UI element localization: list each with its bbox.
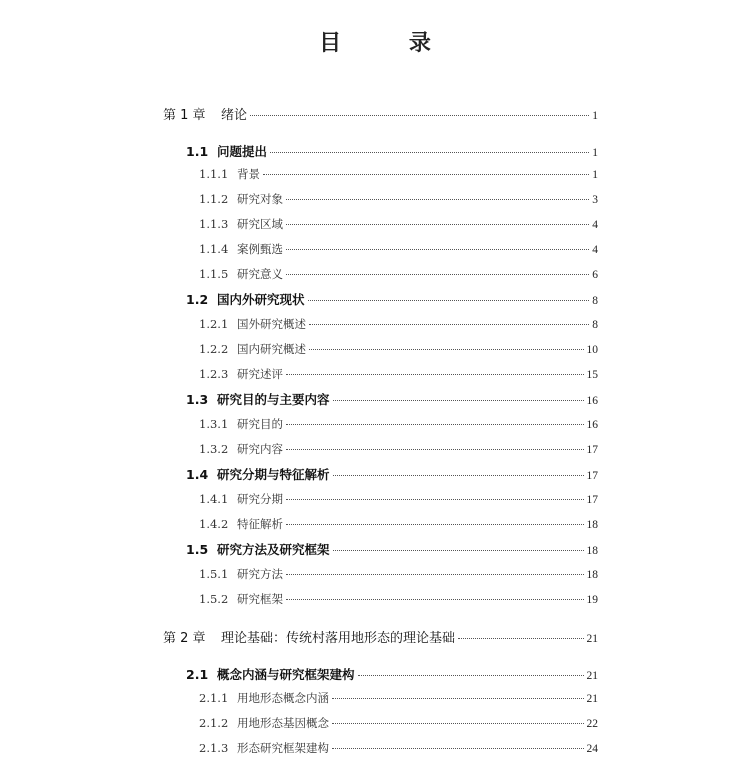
dot-leader <box>286 599 584 600</box>
section-number: 1.5 <box>186 542 209 557</box>
subsection-number: 1.1.4 <box>199 242 229 256</box>
toc-section-1-2[interactable] <box>186 290 598 308</box>
subsection-number: 1.2.2 <box>199 342 229 356</box>
subsection-number: 1.4.1 <box>199 492 229 506</box>
toc-subsection-2-1-2[interactable] <box>199 715 598 731</box>
dot-leader <box>286 499 584 500</box>
chapter-title: 理论基础：传统村落用地形态的理论基础 <box>221 631 456 646</box>
page-number: 18 <box>586 569 598 581</box>
toc-subsection-1-2-1[interactable] <box>199 316 598 332</box>
page-number: 1 <box>592 147 598 159</box>
toc-subsection-1-1-3[interactable] <box>199 216 598 232</box>
subsection-title: 国内研究概述 <box>237 342 306 356</box>
page-title: 目 录 <box>319 31 461 56</box>
subsection-title: 研究述评 <box>237 367 283 381</box>
toc-subsection-1-3-1[interactable] <box>199 416 598 432</box>
subsection-title: 研究区域 <box>237 217 283 231</box>
page-number: 22 <box>586 718 598 730</box>
section-title: 问题提出 <box>217 144 268 159</box>
toc-section-1-1[interactable] <box>186 142 598 160</box>
section-number: 1.2 <box>186 292 209 307</box>
subsection-number: 1.2.3 <box>199 367 229 381</box>
dot-leader <box>250 115 589 116</box>
dot-leader <box>332 698 584 699</box>
dot-leader <box>286 374 584 375</box>
toc-chapter-2[interactable] <box>163 627 598 646</box>
dot-leader <box>309 349 584 350</box>
dot-leader <box>358 675 584 676</box>
page-number: 17 <box>586 470 598 482</box>
section-number: 2.1 <box>186 667 209 682</box>
subsection-title: 研究目的 <box>237 417 283 431</box>
page-number: 4 <box>592 219 598 231</box>
page-number: 8 <box>592 295 598 307</box>
page-number: 19 <box>586 594 598 606</box>
dot-leader <box>286 199 589 200</box>
page-number: 6 <box>592 269 598 281</box>
section-number: 1.4 <box>186 467 209 482</box>
subsection-number: 1.1.1 <box>199 167 229 181</box>
toc-subsection-1-1-4[interactable] <box>199 241 598 257</box>
section-title: 研究分期与特征解析 <box>217 467 330 482</box>
toc-subsection-1-2-2[interactable] <box>199 341 598 357</box>
subsection-number: 1.3.2 <box>199 442 229 456</box>
subsection-title: 国外研究概述 <box>237 317 306 331</box>
page-number: 4 <box>592 244 598 256</box>
page-number: 18 <box>586 545 598 557</box>
toc-subsection-1-4-1[interactable] <box>199 491 598 507</box>
subsection-number: 1.1.3 <box>199 217 229 231</box>
dot-leader <box>270 152 589 153</box>
dot-leader <box>333 550 584 551</box>
dot-leader <box>286 574 584 575</box>
chapter-number: 第 1 章 <box>163 108 206 123</box>
subsection-number: 1.4.2 <box>199 517 229 531</box>
toc-subsection-1-4-2[interactable] <box>199 516 598 532</box>
dot-leader <box>333 400 584 401</box>
section-number: 1.1 <box>186 144 209 159</box>
dot-leader <box>286 249 589 250</box>
subsection-number: 1.2.1 <box>199 317 229 331</box>
dot-leader <box>286 424 584 425</box>
toc-subsection-2-1-1[interactable] <box>199 690 598 706</box>
subsection-title: 研究框架 <box>237 592 283 606</box>
subsection-title: 背景 <box>237 167 260 181</box>
page-number: 15 <box>586 369 598 381</box>
toc-section-1-4[interactable] <box>186 465 598 483</box>
subsection-number: 2.1.2 <box>199 716 229 730</box>
dot-leader <box>286 274 589 275</box>
section-title: 研究方法及研究框架 <box>217 542 330 557</box>
subsection-title: 特征解析 <box>237 517 283 531</box>
page-number: 18 <box>586 519 598 531</box>
subsection-number: 1.5.2 <box>199 592 229 606</box>
section-title: 国内外研究现状 <box>217 292 305 307</box>
chapter-number: 第 2 章 <box>163 631 206 646</box>
dot-leader <box>332 723 584 724</box>
dot-leader <box>286 449 584 450</box>
subsection-title: 研究分期 <box>237 492 283 506</box>
subsection-title: 研究内容 <box>237 442 283 456</box>
dot-leader <box>309 324 589 325</box>
page-number: 21 <box>586 670 598 682</box>
page-number: 1 <box>592 169 598 181</box>
page-number: 24 <box>586 743 598 755</box>
toc-section-1-5[interactable] <box>186 540 598 558</box>
dot-leader <box>286 524 584 525</box>
subsection-title: 研究意义 <box>237 267 283 281</box>
subsection-number: 2.1.1 <box>199 691 229 705</box>
page-number: 8 <box>592 319 598 331</box>
dot-leader <box>286 224 589 225</box>
subsection-title: 研究方法 <box>237 567 283 581</box>
toc-subsection-1-1-1[interactable] <box>199 166 598 182</box>
subsection-number: 1.5.1 <box>199 567 229 581</box>
toc-subsection-1-5-1[interactable] <box>199 566 598 582</box>
page-number: 17 <box>586 494 598 506</box>
toc-subsection-2-1-3[interactable] <box>199 740 598 756</box>
subsection-title: 研究对象 <box>237 192 283 206</box>
toc-chapter-1[interactable] <box>163 104 598 123</box>
page-number: 10 <box>586 344 598 356</box>
chapter-title: 绪论 <box>221 108 248 123</box>
subsection-title: 用地形态基因概念 <box>237 716 329 730</box>
subsection-title: 形态研究框架建构 <box>237 741 329 755</box>
toc-subsection-1-5-2[interactable] <box>199 591 598 607</box>
dot-leader <box>332 748 584 749</box>
toc-subsection-1-3-2[interactable] <box>199 441 598 457</box>
section-number: 1.3 <box>186 392 209 407</box>
dot-leader <box>263 174 589 175</box>
subsection-number: 1.1.2 <box>199 192 229 206</box>
subsection-title: 案例甄选 <box>237 242 283 256</box>
subsection-number: 2.1.3 <box>199 741 229 755</box>
toc-subsection-1-1-2[interactable] <box>199 191 598 207</box>
toc-subsection-1-1-5[interactable] <box>199 266 598 282</box>
toc-section-2-1[interactable] <box>186 665 598 683</box>
dot-leader <box>333 475 584 476</box>
dot-leader <box>308 300 590 301</box>
toc-subsection-1-2-3[interactable] <box>199 366 598 382</box>
subsection-title: 用地形态概念内涵 <box>237 691 329 705</box>
page-number: 1 <box>592 110 598 122</box>
page-number: 17 <box>586 444 598 456</box>
page-number: 16 <box>586 419 598 431</box>
page-number: 21 <box>586 633 598 645</box>
page-number: 21 <box>586 693 598 705</box>
subsection-number: 1.1.5 <box>199 267 229 281</box>
toc-section-1-3[interactable] <box>186 390 598 408</box>
section-title: 研究目的与主要内容 <box>217 392 330 407</box>
page-number: 16 <box>586 395 598 407</box>
subsection-number: 1.3.1 <box>199 417 229 431</box>
dot-leader <box>458 638 583 639</box>
page-number: 3 <box>592 194 598 206</box>
section-title: 概念内涵与研究框架建构 <box>217 667 355 682</box>
